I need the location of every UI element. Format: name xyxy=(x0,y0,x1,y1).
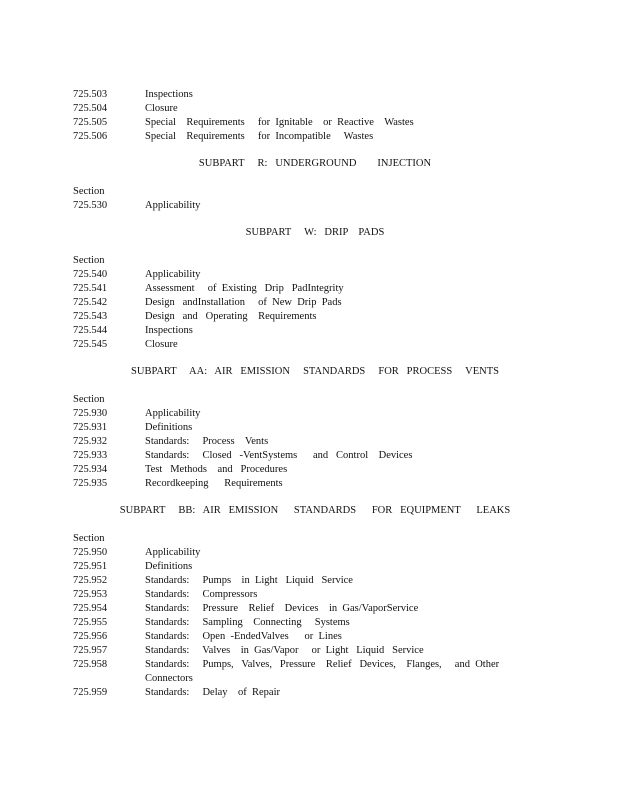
section-number: 725.542 xyxy=(73,297,108,308)
section-entry xyxy=(0,435,618,449)
section-number: 725.504 xyxy=(73,103,108,114)
subpart-heading: SUBPART AA: AIR EMISSION STANDARDS FOR PROCESS VENTS xyxy=(131,366,499,377)
section-title: Closure xyxy=(145,339,178,350)
section-number: 725.930 xyxy=(73,408,108,419)
section-number: 725.544 xyxy=(73,325,108,336)
section-entry xyxy=(0,102,618,116)
section-entry xyxy=(0,477,618,491)
section-title: Standards: Pumps, Valves, Pressure Relief Devices, Flanges, and Other xyxy=(145,659,500,670)
section-entry xyxy=(0,463,618,477)
section-title: Applicability xyxy=(145,200,201,211)
section-title: Standards: Process Vents xyxy=(145,436,269,447)
section-entry xyxy=(0,560,618,574)
section-number: 725.541 xyxy=(73,283,108,294)
section-number: 725.530 xyxy=(73,200,108,211)
section-title: Standards: Open -EndedValves or Lines xyxy=(145,631,342,642)
section-title: Standards: Compressors xyxy=(145,589,258,600)
section-entry xyxy=(0,616,618,630)
subpart-group xyxy=(0,157,618,213)
section-entry xyxy=(0,546,618,560)
section-number: 725.957 xyxy=(73,645,108,656)
section-title: Standards: Sampling Connecting Systems xyxy=(145,617,350,628)
section-label: Section xyxy=(73,186,105,197)
section-label: Section xyxy=(73,533,105,544)
section-entry xyxy=(0,310,618,324)
subpart-heading: SUBPART W: DRIP PADS xyxy=(245,227,385,238)
section-entry xyxy=(0,574,618,588)
section-number: 725.958 xyxy=(73,659,108,670)
section-number: 725.932 xyxy=(73,436,108,447)
section-title: Special Requirements for Incompatible Wastes xyxy=(145,131,374,142)
section-number: 725.934 xyxy=(73,464,108,475)
section-entry xyxy=(0,630,618,644)
section-number: 725.506 xyxy=(73,131,108,142)
section-title: Definitions xyxy=(145,422,193,433)
section-entry xyxy=(0,421,618,435)
section-number: 725.933 xyxy=(73,450,108,461)
section-title: Inspections xyxy=(145,325,193,336)
section-number: 725.959 xyxy=(73,687,108,698)
section-number: 725.955 xyxy=(73,617,108,628)
document-page xyxy=(0,88,618,700)
section-number: 725.540 xyxy=(73,269,108,280)
section-number: 725.952 xyxy=(73,575,108,586)
section-title: Inspections xyxy=(145,89,193,100)
section-entry xyxy=(0,282,618,296)
section-number: 725.956 xyxy=(73,631,108,642)
section-number: 725.935 xyxy=(73,478,108,489)
section-number: 725.931 xyxy=(73,422,108,433)
section-number: 725.950 xyxy=(73,547,108,558)
section-number: 725.951 xyxy=(73,561,108,572)
section-title: Applicability xyxy=(145,269,201,280)
section-group xyxy=(0,88,618,144)
section-title: Standards: Pressure Relief Devices in Gas/VaporService xyxy=(145,603,419,614)
section-entry xyxy=(0,644,618,658)
subpart-group xyxy=(0,504,618,700)
section-number: 725.543 xyxy=(73,311,108,322)
section-title: Applicability xyxy=(145,547,201,558)
section-label: Section xyxy=(73,394,105,405)
section-number: 725.954 xyxy=(73,603,108,614)
section-title: Standards: Valves in Gas/Vapor or Light Liquid Service xyxy=(145,645,424,656)
section-entry xyxy=(0,296,618,310)
section-entry xyxy=(0,602,618,616)
section-title: Standards: Pumps in Light Liquid Service xyxy=(145,575,353,586)
section-title: Design andInstallation of New Drip Pads xyxy=(145,297,342,308)
section-number: 725.503 xyxy=(73,89,108,100)
section-title: Closure xyxy=(145,103,178,114)
section-title: Special Requirements for Ignitable or Reactive Wastes xyxy=(145,117,414,128)
section-entry xyxy=(0,449,618,463)
section-entry xyxy=(0,588,618,602)
section-entry xyxy=(0,407,618,421)
section-title-continuation: Connectors xyxy=(145,673,193,684)
section-title: Applicability xyxy=(145,408,201,419)
subpart-group xyxy=(0,365,618,491)
section-entry xyxy=(0,658,618,672)
subpart-heading: SUBPART BB: AIR EMISSION STANDARDS FOR EQUIPMENT LEAKS xyxy=(119,505,511,516)
section-entry xyxy=(0,116,618,130)
section-number: 725.953 xyxy=(73,589,108,600)
section-label: Section xyxy=(73,255,105,266)
section-number: 725.545 xyxy=(73,339,108,350)
section-number: 725.505 xyxy=(73,117,108,128)
section-entry xyxy=(0,268,618,282)
section-title: Design and Operating Requirements xyxy=(145,311,317,322)
subpart-group xyxy=(0,226,618,352)
section-entry xyxy=(0,686,618,700)
section-entry xyxy=(0,338,618,352)
subpart-heading: SUBPART R: UNDERGROUND INJECTION xyxy=(198,158,432,169)
section-title: Standards: Closed -VentSystems and Control Devices xyxy=(145,450,413,461)
section-title: Test Methods and Procedures xyxy=(145,464,288,475)
section-entry xyxy=(0,130,618,144)
section-title: Definitions xyxy=(145,561,193,572)
section-title: Standards: Delay of Repair xyxy=(145,687,281,698)
section-entry xyxy=(0,199,618,213)
section-title: Recordkeeping Requirements xyxy=(145,478,283,489)
section-title: Assessment of Existing Drip PadIntegrity xyxy=(145,283,344,294)
section-entry xyxy=(0,88,618,102)
section-entry xyxy=(0,324,618,338)
